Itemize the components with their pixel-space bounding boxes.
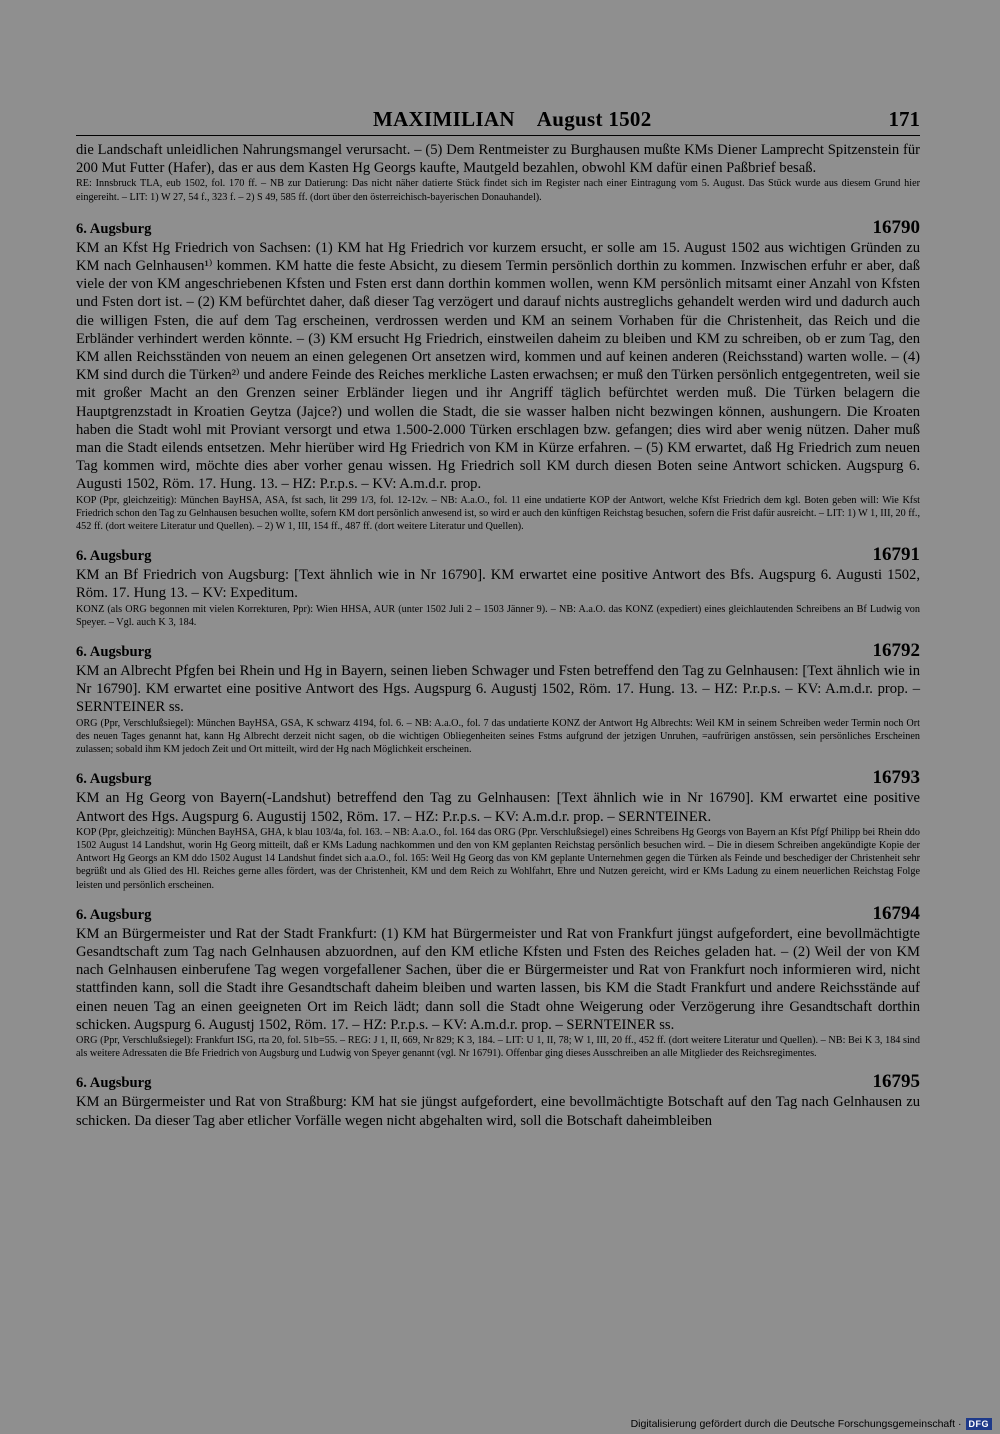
- entry-16791: [76, 545, 920, 629]
- entry-note: KOP (Ppr, gleichzeitig): München BayHSA, ASA, fst sach, lit 299 1/3, fol. 12-12v. – NB: A.a.O., fol. 11 eine undatierte KOP der Antwort, welche Kfst Friedrich dem kgl. Boten geben will: Wie Kfst Friedrich schon den Tag zu Gelnhausen besuchen wollte, sofern KM dort persönlich anwesend ist, so wird er auch den künftigen Reichstag besuchen, sofern die Frist dafür ausreicht. – LIT: 1) W 1, III, 20 ff., 452 ff. (dort weitere Literatur und Quellen). – 2) W 1, III, 154 ff., 487 ff. (dort weitere Literatur und Quellen).: [76, 494, 920, 533]
- entry-heading: [76, 904, 920, 925]
- entry-text: KM an Kfst Hg Friedrich von Sachsen: (1) KM hat Hg Friedrich vor kurzem ersucht, er solle am 15. August 1502 aus wichtigen Gründen zu KM nach Gelnhausen¹⁾ kommen. KM hatte die feste Absicht, zu diesem Termin persönlich dorthin zu kommen. Inzwischen erfuhr er aber, daß viele der von KM angeschriebenen Kfsten und Fsten erst dann dorthin kommen wollen, wenn KM persönlich mitsamt einer Anzahl von Kfsten und Fsten dort ist. – (2) KM befürchtet daher, daß dieser Tag verzögert und darauf nichts austreglichs gehandelt werden wird und dadurch auch die willigen Fsten, die auf dem Tag erscheinen, verdrossen werden und KM an seinem Vorhaben für die Christenheit, das Reich und die Erbländer verhindert werden könnte. – (3) KM ersucht Hg Friedrich, einstweilen daheim zu bleiben und KM zu schreiben, ob er zum Tag, den KM allen Reichsständen von neuem an einen gelegenen Ort ansetzen wird, kommen und auf keinen anderen (Reichsstand) warten wolle. – (4) KM sind durch die Türken²⁾ und andere Feinde des Reiches merkliche Lasten erwachsen; er muß den Türken persönlich entgegentreten, weil sie mit großer Macht an den Grenzen seiner Erbländer liegen und ihr Angriff täglich befürchtet werden muß. Die Türken belagern die Hauptgrenzstadt in Kroatien Geytza (Jajce?) und wollen die Stadt, die sie wasser halben nicht bezwingen können, aushungern. Die Kroaten haben die Stadt wohl mit Proviant versorgt und etwa 1.500-2.000 Türken erschlagen bzw. gefangen; dies wird aber wenig nützen. Daher muß man die Stadt eilends entsetzen. Mehr hierüber wird Hg Friedrich von KM in Kürze erfahren. – (5) KM erwartet, daß Hg Friedrich zum neuen Tag kommen wird, möchte dies aber vorher genau wissen. Hg Friedrich soll KM durch diesen Boten seine Antwort schicken. Augspurg 6. Augusti 1502, Röm. 17. Hung. 13. – HZ: P.r.p.s. – KV: A.m.d.r. prop.: [76, 239, 920, 493]
- entry-place: 6. Augsburg: [76, 771, 152, 788]
- footer-text: Digitalisierung gefördert durch die Deutsche Forschungsgemeinschaft ·: [630, 1418, 962, 1430]
- entry-place: 6. Augsburg: [76, 906, 152, 923]
- dfg-logo: DFG: [966, 1418, 993, 1430]
- entry-heading: [76, 1072, 920, 1093]
- entry-heading: [76, 218, 920, 239]
- entry-16795: [76, 1072, 920, 1129]
- intro-text: die Landschaft unleidlichen Nahrungsmangel verursacht. – (5) Dem Rentmeister zu Burghausen mußte KMs Diener Lamprecht Spitzenstein für 200 Mut Futter (Hafer), das er aus dem Kasten Hg Georgs kaufte, Mautgeld bezahlen, obwohl KM dafür einen Paßbrief besaß.: [76, 142, 920, 177]
- entry-number: 16794: [872, 902, 920, 924]
- entry-16790: [76, 218, 920, 533]
- entry-place: 6. Augsburg: [76, 220, 152, 237]
- entry-text: KM an Albrecht Pfgfen bei Rhein und Hg in Bayern, seinen lieben Schwager und Fsten betreffend den Tag zu Gelnhausen: [Text ähnlich wie in Nr 16790]. KM erwartet eine positive Antwort des Hgs. Augspurg 6. Augustj 1502, Röm. 17. Hung. 13. – HZ: P.r.p.s. – KV: A.m.d.r. prop. – SERNTEINER ss.: [76, 663, 920, 716]
- entry-note: KOP (Ppr, gleichzeitig): München BayHSA, GHA, k blau 103/4a, fol. 163. – NB: A.a.O., fol. 164 das ORG (Ppr. Verschlußsiegel) eines Schreibens Hg Georgs von Bayern an Kfst Pfgf Philipp bei Rhein ddo 1502 August 14 Landshut, worin Hg Georg mitteilt, daß er KMs Ladung nachkommen und den von KM geplanten Reichstag persönlich besuchen wird. – Die in diesem Schreiben angekündigte Kopie der Antwort Hg Georgs an KM ddo 1502 August 14 Landshut findet sich a.a.O., fol. 165: Weil Hg Georg das von KM geplante Unternehmen gegen die Türken als Feinde und beschediger der Christenheit sehr begrüßt und als Glied des Hl. Reiches gerne alles fördert, was der Christenheit, KM und dem Reich zu Wohlfahrt, Ehre und Nutzen gereicht, wird er KMs Ladung zu einem neuerlichen Reichstag Folge leisten und persönlich erscheinen.: [76, 826, 920, 891]
- page-title: [373, 107, 652, 132]
- intro-note: RE: Innsbruck TLA, eub 1502, fol. 170 ff. – NB zur Datierung: Das nicht näher datierte Stück findet sich im Register nach einer Eintragung vom 5. August. Das Stück wurde aus diesem Grund hier eingereiht. – LIT: 1) W 27, 54 f., 323 f. – 2) S 49, 585 ff. (dort über den österreichisch-bayerischen Donauhandel).: [76, 178, 920, 203]
- entry-number: 16792: [872, 640, 920, 662]
- entry-number: 16790: [872, 216, 920, 238]
- entry-place: 6. Augsburg: [76, 1075, 152, 1092]
- entry-number: 16791: [872, 544, 920, 566]
- entry-note: KONZ (als ORG begonnen mit vielen Korrekturen, Ppr): Wien HHSA, AUR (unter 1502 Juli 2 – 1503 Jänner 9). – NB: A.a.O. das KONZ (expediert) eines gleichlautenden Schreibens an Bf Ludwig von Speyer. – Vgl. auch K 3, 184.: [76, 603, 920, 628]
- running-header: [76, 100, 920, 136]
- entry-16793: [76, 768, 920, 891]
- title-name: MAXIMILIAN: [372, 107, 515, 131]
- entry-text: KM an Bürgermeister und Rat von Straßburg: KM hat sie jüngst aufgefordert, eine bevollmächtigte Botschaft auf den Tag nach Gelnhausen zu schicken. Da dieser Tag aber etlicher Vorfälle wegen nicht abgehalten wird, soll die Botschaft daheimbleiben: [76, 1094, 920, 1129]
- page: [76, 100, 920, 1130]
- title-date: August 1502: [536, 107, 652, 131]
- entry-16794: [76, 904, 920, 1061]
- entry-place: 6. Augsburg: [76, 644, 152, 661]
- entry-note: ORG (Ppr, Verschlußsiegel): Frankfurt ISG, rta 20, fol. 51b=55. – REG: J 1, II, 669, Nr 829; K 3, 184. – LIT: U 1, II, 78; W 1, III, 20 ff., 452 ff. (dort weitere Literatur und Quellen). – NB: Bei K 3, 184 sind als weitere Adressaten die Bfe Friedrich von Augsburg und Ludwig von Speyer genannt (vgl. Nr 16791). Offenbar ging dieses Ausschreiben an alle Mitglieder des Reichsregimentes.: [76, 1034, 920, 1060]
- entry-number: 16793: [872, 767, 920, 789]
- page-number: 171: [888, 107, 920, 131]
- entry-place: 6. Augsburg: [76, 548, 152, 565]
- entry-number: 16795: [872, 1071, 920, 1093]
- entry-text: KM an Hg Georg von Bayern(-Landshut) betreffend den Tag zu Gelnhausen: [Text ähnlich wie in Nr 16790]. KM erwartet eine positive Antwort des Hgs. Augspurg 6. Augustij 1502, Röm. 17. – HZ: P.r.p.s. – KV: A.m.d.r. prop. – SERNTEINER.: [76, 790, 920, 825]
- entry-note: ORG (Ppr, Verschlußsiegel): München BayHSA, GSA, K schwarz 4194, fol. 6. – NB: A.a.O., fol. 7 das undatierte KONZ der Antwort Hg Albrechts: Weil KM in seinem Schreiben weder Termin noch Ort des neuen Tages genannt hat, kann Hg Albrecht derzeit nicht sagen, ob die wichtigen Obliegenheiten seines Fstms aufgrund der jetzigen Unruhen, =aufrürigen anstössen, sein persönliches Erscheinen zulassen; sobald ihm KM jedoch Zeit und Ort mitteilt, wird der Hg nach Möglichkeit erscheinen.: [76, 717, 920, 756]
- entry-heading: [76, 641, 920, 662]
- entry-16792: [76, 641, 920, 756]
- digitization-footer: [631, 1418, 992, 1430]
- entry-text: KM an Bf Friedrich von Augsburg: [Text ähnlich wie in Nr 16790]. KM erwartet eine positive Antwort des Bfs. Augspurg 6. Augusti 1502, Röm. 17. Hung 13. – KV: Expeditum.: [76, 567, 920, 602]
- entry-text: KM an Bürgermeister und Rat der Stadt Frankfurt: (1) KM hat Bürgermeister und Rat von Frankfurt jüngst aufgefordert, eine bevollmächtigte Gesandtschaft zum Tag nach Gelnhausen abzuordnen, auf den KM etliche Kfsten und Fsten des Reiches geladen hat. – (2) Weil der von KM nach Gelnhausen einberufene Tag wegen vorgefallener Sachen, über die er Bürgermeister und Rat von Frankfurt noch informieren wird, nicht stattfinden kann, soll die Stadt ihre Gesandtschaft daheim bleiben und warten lassen, bis KM die Stadt Frankfurt und andere Reichsstände auf einen neuen Tag an einen geeigneten Ort im Reich lädt; dann soll die Stadt ohne Weigerung oder Verzögerung ihre Gesandtschaft dorthin schicken. Augspurg 6. Augustj 1502, Röm. 17. – HZ: P.r.p.s. – KV: A.m.d.r. prop. – SERNTEINER ss.: [76, 925, 920, 1033]
- entry-heading: [76, 545, 920, 566]
- entry-heading: [76, 768, 920, 789]
